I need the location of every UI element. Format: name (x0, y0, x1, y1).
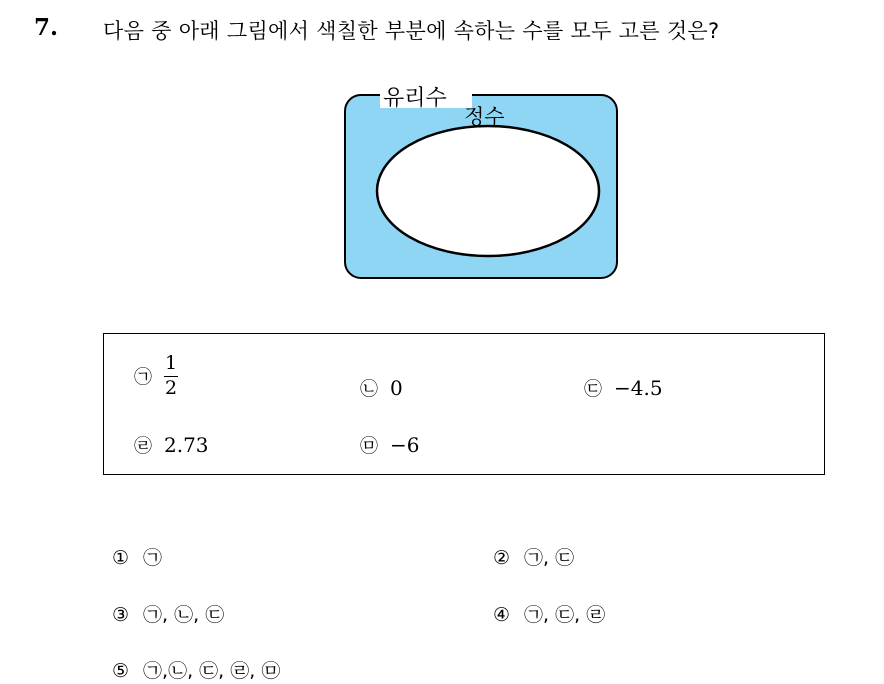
options-box (103, 333, 825, 475)
integer-set-region (377, 126, 599, 256)
question-text: 다음 중 아래 그림에서 색칠한 부분에 속하는 수를 모두 고른 것은? (103, 19, 720, 43)
choice-number: ① (112, 547, 130, 569)
option-b-value: 0 (390, 376, 403, 400)
choice-number: ③ (112, 604, 130, 626)
venn-diagram (340, 80, 620, 284)
inner-set-label: 정수 (464, 105, 505, 129)
option-d (134, 432, 209, 458)
option-b (360, 375, 403, 401)
answer-choice-4[interactable] (493, 600, 605, 627)
fraction-denominator: 2 (164, 376, 178, 399)
fraction-numerator: 1 (164, 352, 178, 374)
option-b-mark: ㉡ (360, 379, 378, 400)
choice-number: ② (493, 547, 511, 569)
option-e-value: −6 (390, 433, 420, 457)
option-c-value: −4.5 (614, 376, 663, 400)
option-e (360, 432, 419, 458)
option-a (134, 354, 178, 399)
choice-text: ㉠, ㉢ (524, 547, 575, 569)
answer-choice-5[interactable] (112, 656, 280, 683)
outer-set-label: 유리수 (383, 86, 447, 111)
option-a-mark: ㉠ (134, 367, 152, 389)
choice-text: ㉠,㉡, ㉢, ㉣, ㉤ (143, 660, 281, 682)
option-d-mark: ㉣ (134, 436, 152, 457)
choice-text: ㉠, ㉡, ㉢ (143, 604, 225, 626)
option-a-fraction (164, 354, 178, 399)
choice-text: ㉠, ㉢, ㉣ (524, 604, 606, 626)
answer-choice-3[interactable] (112, 600, 224, 627)
answer-choice-2[interactable] (493, 543, 574, 570)
choice-text: ㉠ (143, 547, 163, 569)
option-d-value: 2.73 (164, 433, 209, 457)
option-e-mark: ㉤ (360, 436, 378, 457)
answer-choice-1[interactable] (112, 543, 162, 570)
option-c (584, 375, 663, 401)
choice-number: ⑤ (112, 660, 130, 682)
choice-number: ④ (493, 604, 511, 626)
option-c-mark: ㉢ (584, 379, 602, 400)
question-number: 7. (34, 14, 59, 41)
